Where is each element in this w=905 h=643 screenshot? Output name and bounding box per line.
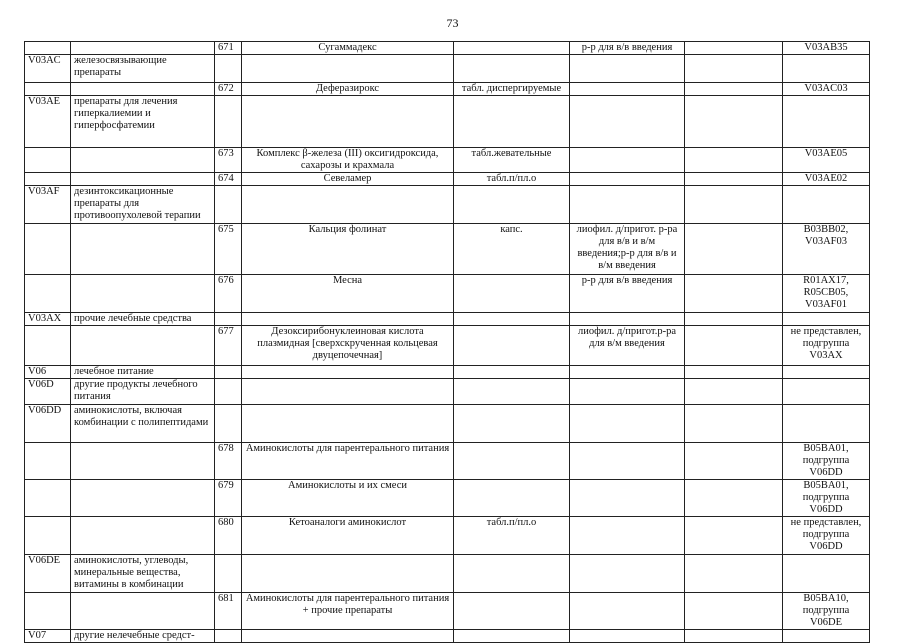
- atc-group-name: [71, 173, 215, 186]
- atc-code: не представлен, подгруппа V06DD: [783, 517, 870, 555]
- drug-name: Кетоаналоги аминокислот: [242, 517, 454, 555]
- administration-route: [570, 55, 685, 83]
- table-row: [25, 173, 870, 186]
- atc-group-name: железосвязывающие препараты: [71, 55, 215, 83]
- administration-route: [570, 186, 685, 224]
- registry-body: [25, 42, 870, 643]
- empty-cell: [685, 379, 783, 405]
- atc-group-code: V03AF: [25, 186, 71, 224]
- row-number: 677: [215, 326, 242, 366]
- dosage-form: [454, 275, 570, 313]
- page-number: 73: [446, 16, 459, 30]
- row-number: [215, 96, 242, 148]
- drug-name: Месна: [242, 275, 454, 313]
- administration-route: [570, 517, 685, 555]
- administration-route: [570, 593, 685, 630]
- empty-cell: [685, 593, 783, 630]
- drug-name: [242, 555, 454, 593]
- dosage-form: [454, 313, 570, 326]
- empty-cell: [685, 366, 783, 379]
- atc-code: [783, 186, 870, 224]
- dosage-form: [454, 405, 570, 443]
- table-row: [25, 313, 870, 326]
- empty-cell: [685, 148, 783, 173]
- dosage-form: [454, 55, 570, 83]
- empty-cell: [685, 42, 783, 55]
- table-row: [25, 83, 870, 96]
- administration-route: лиофил. д/пригот.р-ра для в/м введения: [570, 326, 685, 366]
- empty-cell: [685, 443, 783, 480]
- administration-route: [570, 405, 685, 443]
- atc-group-code: [25, 275, 71, 313]
- atc-group-name: препараты для лечения гиперкалиемии и гиперфосфатемии: [71, 96, 215, 148]
- atc-code: [783, 366, 870, 379]
- atc-group-name: [71, 517, 215, 555]
- atc-code: [783, 630, 870, 643]
- table-row: [25, 148, 870, 173]
- dosage-form: [454, 42, 570, 55]
- drug-name: [242, 96, 454, 148]
- row-number: [215, 366, 242, 379]
- row-number: [215, 313, 242, 326]
- empty-cell: [685, 405, 783, 443]
- atc-group-code: V03AX: [25, 313, 71, 326]
- empty-cell: [685, 83, 783, 96]
- administration-route: [570, 480, 685, 517]
- table-row: [25, 443, 870, 480]
- table-row: [25, 593, 870, 630]
- atc-code: [783, 55, 870, 83]
- atc-group-code: [25, 443, 71, 480]
- dosage-form: [454, 555, 570, 593]
- atc-group-name: [71, 326, 215, 366]
- row-number: 675: [215, 224, 242, 275]
- atc-code: [783, 555, 870, 593]
- atc-group-name: [71, 42, 215, 55]
- dosage-form: [454, 593, 570, 630]
- table-row: [25, 326, 870, 366]
- drug-name: Кальция фолинат: [242, 224, 454, 275]
- drug-name: Деферазирокс: [242, 83, 454, 96]
- dosage-form: [454, 186, 570, 224]
- atc-group-code: [25, 224, 71, 275]
- empty-cell: [685, 555, 783, 593]
- table-row: [25, 630, 870, 643]
- atc-group-code: [25, 42, 71, 55]
- atc-group-code: V07: [25, 630, 71, 643]
- row-number: 672: [215, 83, 242, 96]
- row-number: 678: [215, 443, 242, 480]
- empty-cell: [685, 96, 783, 148]
- administration-route: [570, 96, 685, 148]
- atc-code: V03AB35: [783, 42, 870, 55]
- row-number: [215, 55, 242, 83]
- dosage-form: табл.жевательные: [454, 148, 570, 173]
- administration-route: [570, 443, 685, 480]
- atc-group-code: [25, 173, 71, 186]
- empty-cell: [685, 186, 783, 224]
- administration-route: [570, 630, 685, 643]
- drug-name: [242, 366, 454, 379]
- atc-group-code: [25, 517, 71, 555]
- table-row: [25, 555, 870, 593]
- atc-group-name: [71, 593, 215, 630]
- atc-group-code: V06DD: [25, 405, 71, 443]
- atc-group-name: [71, 275, 215, 313]
- table-row: [25, 480, 870, 517]
- atc-code: [783, 379, 870, 405]
- row-number: 674: [215, 173, 242, 186]
- drug-name: [242, 55, 454, 83]
- dosage-form: табл.п/пл.о: [454, 517, 570, 555]
- administration-route: [570, 173, 685, 186]
- drug-name: [242, 630, 454, 643]
- row-number: [215, 405, 242, 443]
- atc-group-code: [25, 480, 71, 517]
- atc-group-name: лечебное питание: [71, 366, 215, 379]
- table-row: [25, 379, 870, 405]
- atc-group-name: [71, 224, 215, 275]
- atc-group-code: V03AC: [25, 55, 71, 83]
- empty-cell: [685, 55, 783, 83]
- atc-group-name: другие продукты лечебного питания: [71, 379, 215, 405]
- administration-route: лиофил. д/пригот. р-ра для в/в и в/м введения;р-р для в/в и в/м введения: [570, 224, 685, 275]
- atc-group-code: [25, 83, 71, 96]
- drug-name: Аминокислоты для парентерального питания: [242, 443, 454, 480]
- atc-code: V03AE05: [783, 148, 870, 173]
- table-row: [25, 366, 870, 379]
- dosage-form: [454, 96, 570, 148]
- table-row: [25, 224, 870, 275]
- atc-group-name: дезинтоксикационные препараты для противоопухолевой терапии: [71, 186, 215, 224]
- atc-code: [783, 96, 870, 148]
- empty-cell: [685, 275, 783, 313]
- dosage-form: [454, 630, 570, 643]
- table-row: [25, 275, 870, 313]
- empty-cell: [685, 480, 783, 517]
- atc-code: V03AC03: [783, 83, 870, 96]
- atc-group-name: прочие лечебные средства: [71, 313, 215, 326]
- atc-group-code: V03AE: [25, 96, 71, 148]
- drug-name: [242, 313, 454, 326]
- drug-name: Севеламер: [242, 173, 454, 186]
- atc-code: B03BB02, V03AF03: [783, 224, 870, 275]
- atc-group-code: V06: [25, 366, 71, 379]
- drug-name: [242, 405, 454, 443]
- drug-name: Аминокислоты для парентерального питания + прочие препараты: [242, 593, 454, 630]
- administration-route: р-р для в/в введения: [570, 275, 685, 313]
- atc-group-name: [71, 443, 215, 480]
- row-number: 671: [215, 42, 242, 55]
- atc-code: B05BA10, подгруппа V06DE: [783, 593, 870, 630]
- atc-code: B05BA01, подгруппа V06DD: [783, 480, 870, 517]
- row-number: 676: [215, 275, 242, 313]
- drug-name: Дезоксирибонуклеиновая кислота плазмидная [сверхскрученная кольцевая двуцепочечная]: [242, 326, 454, 366]
- empty-cell: [685, 326, 783, 366]
- dosage-form: табл. диспергируемые: [454, 83, 570, 96]
- table-row: [25, 517, 870, 555]
- row-number: 680: [215, 517, 242, 555]
- administration-route: [570, 555, 685, 593]
- atc-code: R01AX17, R05CB05, V03AF01: [783, 275, 870, 313]
- drug-name: Аминокислоты и их смеси: [242, 480, 454, 517]
- drug-name: Сугаммадекс: [242, 42, 454, 55]
- atc-group-name: аминокислоты, включая комбинации с полипептидами: [71, 405, 215, 443]
- drug-name: Комплекс β-железа (III) оксигидроксида, сахарозы и крахмала: [242, 148, 454, 173]
- atc-group-name: [71, 480, 215, 517]
- empty-cell: [685, 630, 783, 643]
- table-row: [25, 42, 870, 55]
- atc-group-name: [71, 148, 215, 173]
- table-row: [25, 55, 870, 83]
- empty-cell: [685, 224, 783, 275]
- administration-route: [570, 148, 685, 173]
- table-row: [25, 96, 870, 148]
- row-number: 681: [215, 593, 242, 630]
- table-row: [25, 405, 870, 443]
- administration-route: р-р для в/в введения: [570, 42, 685, 55]
- atc-code: [783, 405, 870, 443]
- table-row: [25, 186, 870, 224]
- row-number: [215, 186, 242, 224]
- row-number: [215, 555, 242, 593]
- empty-cell: [685, 313, 783, 326]
- administration-route: [570, 83, 685, 96]
- dosage-form: [454, 480, 570, 517]
- row-number: [215, 630, 242, 643]
- atc-group-code: [25, 593, 71, 630]
- atc-group-code: [25, 148, 71, 173]
- empty-cell: [685, 173, 783, 186]
- atc-group-code: V06DE: [25, 555, 71, 593]
- administration-route: [570, 313, 685, 326]
- atc-code: B05BA01, подгруппа V06DD: [783, 443, 870, 480]
- dosage-form: [454, 379, 570, 405]
- empty-cell: [685, 517, 783, 555]
- row-number: 673: [215, 148, 242, 173]
- dosage-form: [454, 326, 570, 366]
- atc-group-name: [71, 83, 215, 96]
- dosage-form: [454, 443, 570, 480]
- atc-group-name: другие нелечебные средст-: [71, 630, 215, 643]
- atc-code: V03AE02: [783, 173, 870, 186]
- administration-route: [570, 366, 685, 379]
- dosage-form: табл.п/пл.о: [454, 173, 570, 186]
- drug-name: [242, 379, 454, 405]
- row-number: [215, 379, 242, 405]
- atc-code: не представлен, подгруппа V03AX: [783, 326, 870, 366]
- row-number: 679: [215, 480, 242, 517]
- drug-name: [242, 186, 454, 224]
- drug-registry-table: [24, 41, 870, 643]
- administration-route: [570, 379, 685, 405]
- atc-group-code: [25, 326, 71, 366]
- dosage-form: [454, 366, 570, 379]
- atc-group-code: V06D: [25, 379, 71, 405]
- dosage-form: капс.: [454, 224, 570, 275]
- atc-group-name: аминокислоты, углеводы, минеральные вещества, витамины в комбинации: [71, 555, 215, 593]
- atc-code: [783, 313, 870, 326]
